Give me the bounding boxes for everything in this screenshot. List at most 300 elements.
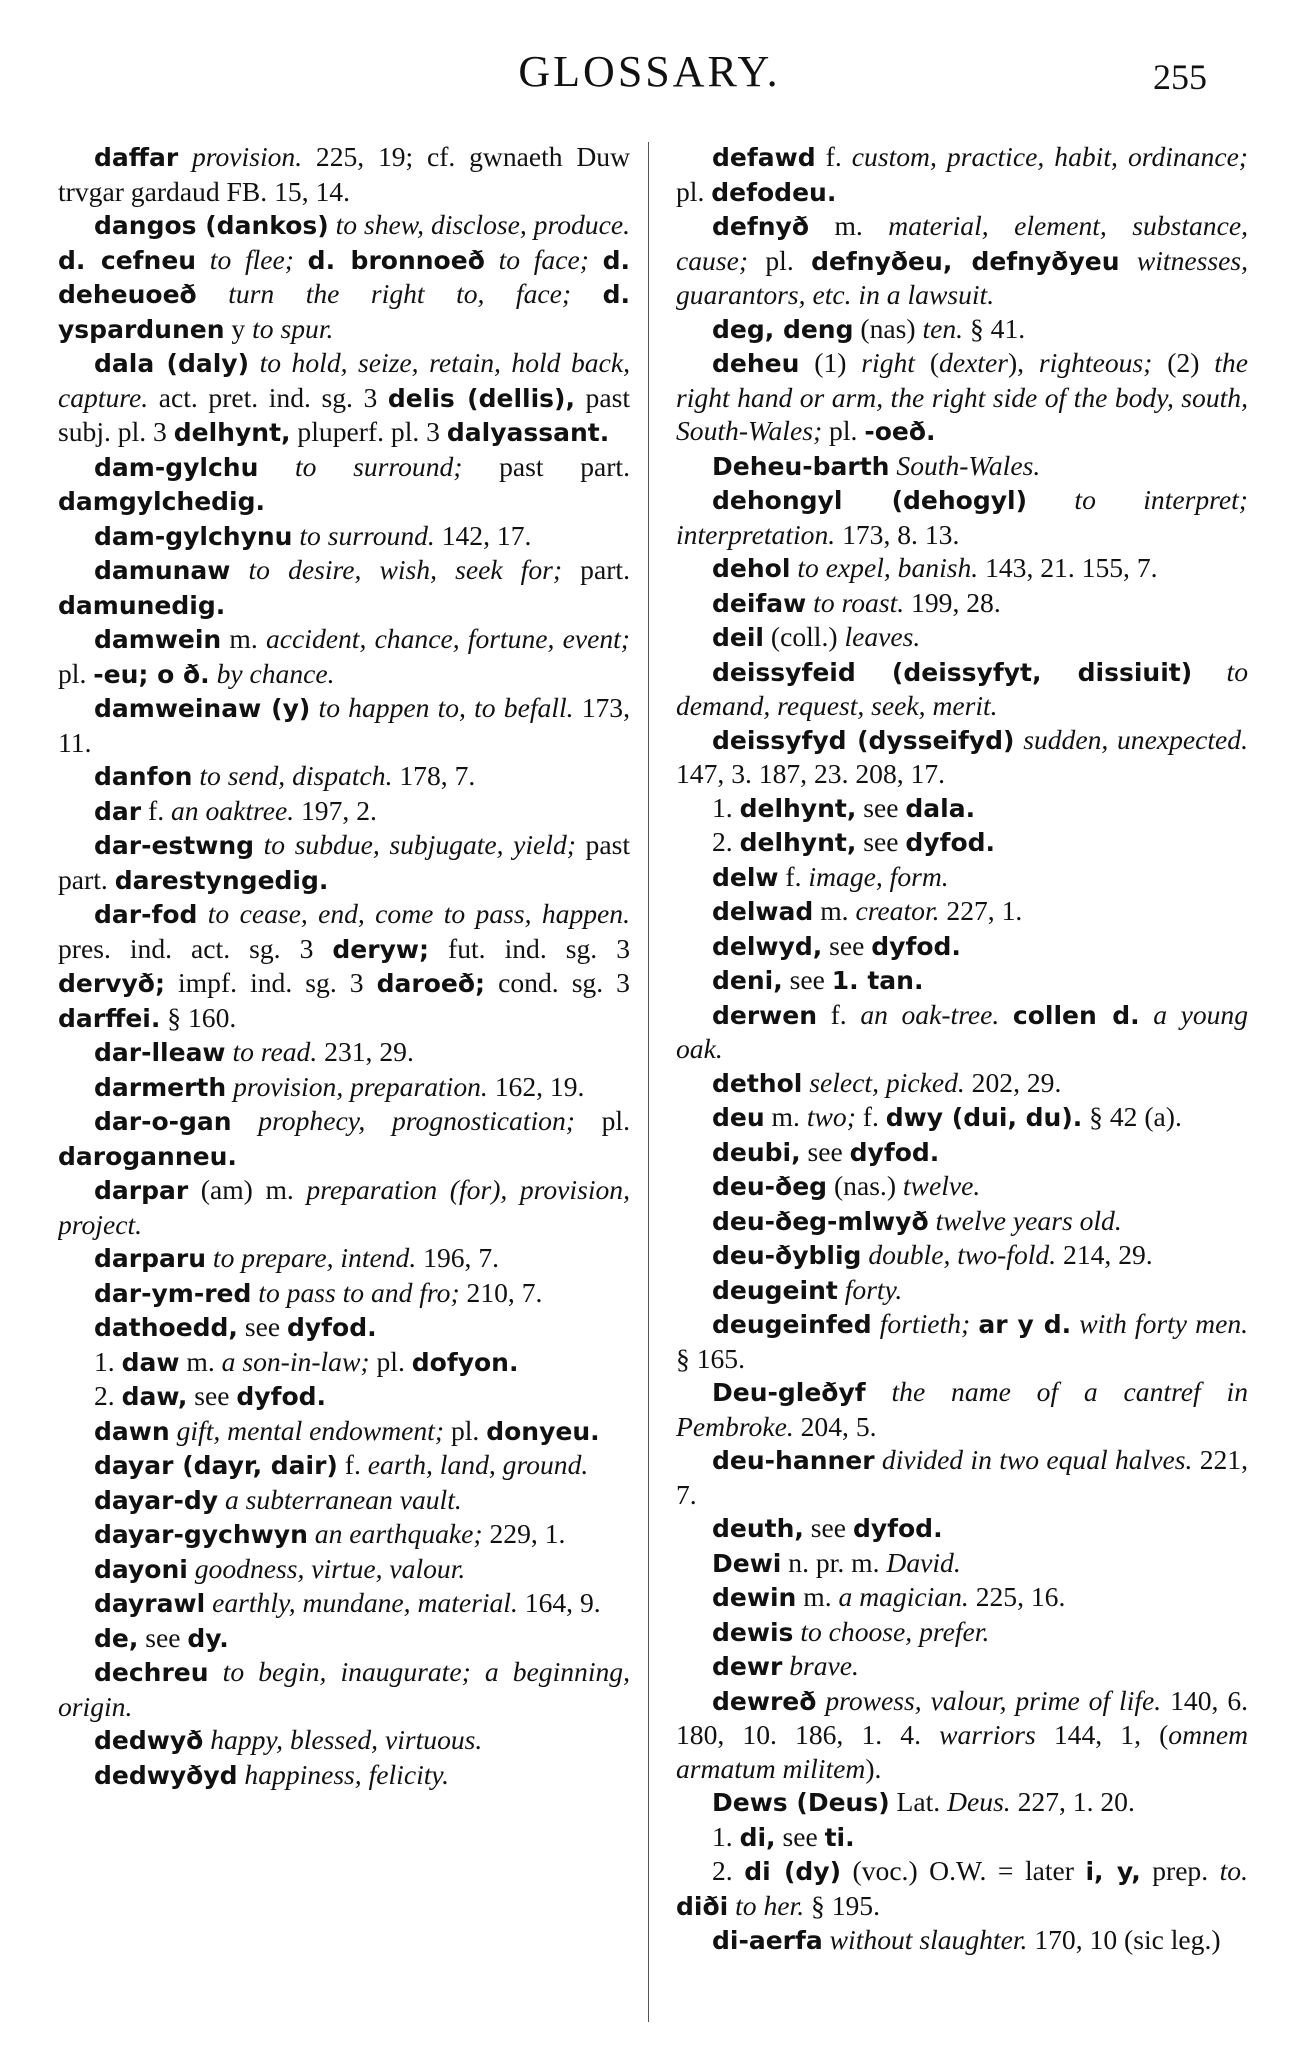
glossary-entry xyxy=(58,897,630,1035)
gloss-text: omnem armatum militem xyxy=(676,1719,1248,1784)
entry-text: see xyxy=(237,1311,287,1342)
page-title: GLOSSARY. xyxy=(518,47,781,96)
entry-text: 173, 11. xyxy=(58,692,630,758)
headword: dethol xyxy=(712,1068,803,1098)
entry-text: ), xyxy=(1007,347,1039,378)
entry-text: (am) m. xyxy=(188,1174,307,1205)
gloss-text: an oak-tree. xyxy=(860,998,1000,1030)
entry-text xyxy=(329,209,336,240)
headword: defawd xyxy=(712,143,816,172)
entry-text xyxy=(232,1105,259,1136)
glossary-entry xyxy=(58,1483,630,1518)
headword: deubi, xyxy=(712,1137,801,1167)
entry-text: (nas.) xyxy=(827,1170,903,1201)
glossary-entry xyxy=(676,1443,1248,1511)
gloss-text: two; xyxy=(806,1101,856,1132)
headword: donyeu. xyxy=(486,1416,600,1446)
gloss-text: warriors xyxy=(939,1719,1036,1750)
entry-text xyxy=(206,1242,213,1273)
headword: deugeint xyxy=(712,1275,838,1305)
headword: dangos (dankos) xyxy=(94,211,329,240)
entry-text: 199, 28. xyxy=(904,586,1001,618)
glossary-entry xyxy=(676,1100,1248,1135)
glossary-entry xyxy=(676,1169,1248,1204)
gloss-text: twelve. xyxy=(902,1170,981,1201)
gloss-text: to pass to and fro; xyxy=(258,1276,460,1308)
glossary-entry xyxy=(676,1307,1248,1375)
gloss-text: to. xyxy=(1219,1855,1248,1886)
glossary-entry xyxy=(58,1070,630,1105)
headword: dar xyxy=(94,796,142,826)
headword: damunedig. xyxy=(58,590,226,620)
headword: deuth, xyxy=(712,1514,804,1543)
entry-text xyxy=(872,1308,880,1339)
entry-text: (coll.) xyxy=(764,621,845,652)
gloss-text: an earthquake; xyxy=(314,1518,483,1549)
entry-text: f. xyxy=(778,860,809,892)
entry-text xyxy=(589,244,603,275)
glossary-entry xyxy=(676,1649,1248,1684)
entry-text: 2. xyxy=(712,826,740,857)
gloss-text: happiness, felicity. xyxy=(244,1758,450,1790)
gloss-text: witnesses, guarantors, etc. in a lawsuit. xyxy=(676,244,1248,310)
headword: deissyfyd (dysseifyd) xyxy=(712,725,1015,755)
entry-text xyxy=(999,999,1013,1030)
gloss-text: creator. xyxy=(855,895,940,926)
gloss-text: material, element, substance, cause; xyxy=(676,210,1248,276)
entry-text: see xyxy=(138,1621,188,1653)
headword: dayar-dy xyxy=(94,1485,219,1515)
headword: Deu-gleðyf xyxy=(712,1378,866,1407)
headword: -oeð. xyxy=(864,417,936,446)
entry-text: prep. xyxy=(1140,1855,1220,1886)
entry-text: 1. xyxy=(712,1820,740,1852)
headword: deifaw xyxy=(712,588,807,618)
gloss-text: by chance. xyxy=(216,657,335,689)
gloss-text: twelve years old. xyxy=(935,1204,1122,1236)
entry-text xyxy=(823,1924,830,1955)
headword: d. bronnoeð xyxy=(307,245,485,275)
glossary-entry xyxy=(676,1820,1248,1855)
entry-text: 142, 17. xyxy=(434,519,532,551)
gloss-text: to desire, wish, seek for; xyxy=(248,554,563,585)
glossary-entry xyxy=(58,794,630,829)
entry-text: 204, 5. xyxy=(793,1410,877,1442)
entry-text: f. xyxy=(817,998,861,1030)
headword: d. cefneu xyxy=(58,245,197,275)
entry-text xyxy=(210,658,217,689)
glossary-entry xyxy=(58,1035,630,1070)
gloss-text: goodness, virtue, valour. xyxy=(194,1552,466,1584)
glossary-entry xyxy=(58,450,630,519)
glossary-entry xyxy=(58,1379,630,1414)
headword: dam-gylchu xyxy=(94,452,259,482)
gloss-text: to prepare, intend. xyxy=(212,1242,417,1273)
gloss-text: sudden, unexpected. xyxy=(1023,723,1248,755)
headword: deu-ðeg xyxy=(712,1172,828,1201)
entry-text: § 41. xyxy=(963,312,1026,344)
gloss-text: a son-in-law; xyxy=(221,1345,370,1377)
gloss-text: to subdue, subjugate, yield; xyxy=(263,829,576,860)
headword: daroeð; xyxy=(376,969,486,998)
entry-text xyxy=(1071,1308,1079,1339)
headword: di-aerfa xyxy=(712,1926,823,1955)
headword: d. yspardunen xyxy=(58,280,630,344)
entry-text: (voc.) O.W. = later xyxy=(841,1855,1086,1886)
headword: dwy (dui, du). xyxy=(885,1103,1083,1132)
headword: 1. tan. xyxy=(831,966,924,995)
headword: di, xyxy=(739,1822,776,1852)
entry-text: impf. ind. sg. 3 xyxy=(164,967,377,998)
headword: dayrawl xyxy=(94,1589,206,1618)
glossary-entry xyxy=(58,1276,630,1311)
entry-text xyxy=(218,1484,225,1515)
entry-text xyxy=(1014,724,1023,755)
headword: deu-ðeg-mlwyð xyxy=(712,1206,929,1236)
gloss-text: select, picked. xyxy=(809,1066,965,1098)
headword: deissyfeid (deissyfyt, dissiuit) xyxy=(712,657,1193,687)
entry-text: see xyxy=(775,1820,825,1852)
glossary-entry xyxy=(676,1546,1248,1581)
headword: dar-o-gan xyxy=(94,1107,232,1136)
gloss-text: to flee; xyxy=(209,243,294,275)
headword: di (dy) xyxy=(744,1857,842,1886)
headword: Deheu-barth xyxy=(712,451,890,481)
glossary-entry xyxy=(58,346,630,450)
entry-text: see xyxy=(800,1135,850,1167)
glossary-entry xyxy=(58,140,630,208)
entry-text xyxy=(571,278,603,309)
headword: darpar xyxy=(94,1176,189,1205)
entry-text xyxy=(258,451,295,482)
headword: deheu xyxy=(712,349,800,378)
glossary-entry xyxy=(58,1173,630,1241)
entry-text: m. xyxy=(221,623,266,654)
gloss-text: to read. xyxy=(232,1036,318,1067)
gloss-text: a magician. xyxy=(838,1581,969,1612)
glossary-entry xyxy=(676,1135,1248,1170)
glossary-entry xyxy=(676,1615,1248,1650)
gloss-text: earthly, mundane, material. xyxy=(212,1587,518,1618)
headword: dofyon. xyxy=(411,1347,519,1377)
headword: daffar xyxy=(94,143,179,172)
glossary-entry xyxy=(676,586,1248,621)
glossary-entry xyxy=(58,828,630,897)
headword: dayar-gychwyn xyxy=(94,1520,308,1549)
glossary-entry xyxy=(58,1723,630,1758)
entry-text xyxy=(197,898,207,929)
glossary-entry xyxy=(676,1923,1248,1958)
headword: daw, xyxy=(121,1382,188,1411)
glossary-entry xyxy=(676,449,1248,484)
entry-text: cond. sg. 3 xyxy=(485,967,630,998)
entry-text: m. xyxy=(796,1581,839,1612)
entry-text: 210, 7. xyxy=(459,1276,543,1308)
headword: deg, deng xyxy=(712,314,854,344)
headword: defnyðeu, defnyðyeu xyxy=(811,246,1120,276)
entry-text: fut. ind. sg. 3 xyxy=(428,932,630,964)
entry-text: 178, 7. xyxy=(392,760,476,791)
entry-text: 2. xyxy=(94,1380,122,1411)
entry-text: past part. xyxy=(58,829,630,895)
gloss-text: to spur. xyxy=(252,312,334,344)
entry-text xyxy=(1120,245,1137,276)
glossary-entry xyxy=(58,1414,630,1449)
glossary-entry xyxy=(676,723,1248,791)
entry-text: m. xyxy=(813,895,856,926)
headword: i, y, xyxy=(1085,1857,1141,1886)
glossary-entry xyxy=(676,1273,1248,1308)
headword: dyfod. xyxy=(905,828,996,857)
entry-text xyxy=(1140,999,1154,1030)
entry-text xyxy=(209,1656,223,1687)
entry-text: see xyxy=(822,929,872,961)
headword: dewreð xyxy=(712,1686,817,1716)
entry-text xyxy=(197,278,229,309)
entry-text: Lat. xyxy=(889,1786,948,1817)
gloss-text: earth, land, ground. xyxy=(367,1449,589,1480)
entry-text: § 195. xyxy=(804,1889,880,1921)
entry-text: f. xyxy=(855,1101,886,1132)
glossary-entry xyxy=(676,963,1248,998)
entry-text: see xyxy=(187,1380,237,1411)
headword: darffei. xyxy=(58,1003,161,1033)
glossary-entry xyxy=(676,1785,1248,1820)
entry-text: past subj. pl. 3 xyxy=(58,381,630,447)
glossary-entry xyxy=(676,929,1248,964)
gloss-text: accident, chance, fortune, event; xyxy=(266,623,630,654)
glossary-entry xyxy=(676,894,1248,929)
entry-text: 143, 21. 155, 7. xyxy=(978,552,1158,583)
glossary-entry xyxy=(58,1104,630,1173)
headword: de, xyxy=(94,1623,139,1653)
gloss-text: gift, mental endowment; xyxy=(176,1414,445,1446)
gloss-text: brave. xyxy=(789,1650,859,1681)
glossary-entry xyxy=(676,1238,1248,1273)
gloss-text: to shew, disclose, produce. xyxy=(335,209,630,240)
glossary-entry xyxy=(676,1580,1248,1615)
entry-text: 196, 7. xyxy=(416,1242,500,1273)
entry-text xyxy=(170,1415,177,1446)
entry-text: 197, 2. xyxy=(294,794,377,826)
entry-text: ). xyxy=(865,1752,882,1784)
headword: delw xyxy=(712,862,779,892)
entry-text xyxy=(838,1274,845,1305)
headword: delis (dellis), xyxy=(387,383,575,413)
headword: ar y d. xyxy=(978,1310,1072,1339)
gloss-text: to cease, end, come to pass, happen. xyxy=(207,898,630,929)
gloss-text: double, two-fold. xyxy=(868,1239,1057,1270)
entry-text: 202, 29. xyxy=(964,1066,1062,1098)
entry-text: pl. xyxy=(369,1345,412,1377)
entry-text: § 42 (a). xyxy=(1082,1101,1182,1132)
glossary-entry xyxy=(676,1854,1248,1923)
headword: daw xyxy=(121,1347,180,1377)
gloss-text: South-Wales. xyxy=(896,449,1041,481)
entry-text: see xyxy=(803,1512,853,1543)
gloss-text: to expel, banish. xyxy=(797,552,979,583)
glossary-entry xyxy=(676,209,1248,312)
headword: daroganneu. xyxy=(58,1141,237,1171)
entry-text: (1) xyxy=(799,347,862,378)
entry-text: 164, 9. xyxy=(517,1587,601,1618)
headword: darestyngedig. xyxy=(114,865,329,895)
headword: dyfod. xyxy=(849,1137,940,1167)
glossary-entry xyxy=(676,312,1248,347)
entry-text xyxy=(178,141,192,172)
entry-text: § 165. xyxy=(676,1342,745,1374)
headword: collen d. xyxy=(1012,1000,1140,1030)
gloss-text: dexter xyxy=(939,347,1008,378)
entry-text: pres. ind. act. sg. 3 xyxy=(58,932,333,964)
headword: danfon xyxy=(94,762,193,791)
headword: delwad xyxy=(712,897,814,926)
gloss-text: ten. xyxy=(922,312,964,344)
entry-text: see xyxy=(856,826,906,857)
glossary-entry xyxy=(58,553,630,622)
gloss-text: happy, blessed, virtuous. xyxy=(210,1724,483,1755)
entry-text: 140, 6. 180, 10. 186, 1. 4. xyxy=(676,1684,1248,1750)
headword: dala. xyxy=(905,793,976,823)
entry-text xyxy=(866,1376,892,1407)
headword: derwen xyxy=(712,1000,818,1030)
headword: dayoni xyxy=(94,1554,188,1584)
glossary-entry xyxy=(58,519,630,554)
gloss-text: prowess, valour, prime of life. xyxy=(825,1684,1162,1716)
glossary-entry xyxy=(58,208,630,346)
entry-text: 214, 29. xyxy=(1056,1239,1153,1270)
headword: damgylchedig. xyxy=(58,487,266,516)
headword: d. deheuoeð xyxy=(58,245,630,309)
entry-text: 1. xyxy=(712,791,740,823)
headword: defnyð xyxy=(712,212,809,241)
entry-text: 162, 19. xyxy=(487,1070,585,1102)
headword: dyfod. xyxy=(852,1514,943,1543)
entry-text: 225, 16. xyxy=(968,1581,1066,1612)
headword: damwein xyxy=(94,625,222,654)
glossary-entry xyxy=(676,551,1248,586)
entry-text: pl. xyxy=(676,175,712,207)
headword: dedwyð xyxy=(94,1726,204,1755)
glossary-entry xyxy=(58,1655,630,1723)
page-number: 255 xyxy=(1153,57,1207,97)
entry-text xyxy=(816,1685,825,1716)
glossary-entry xyxy=(676,1204,1248,1239)
gloss-text: David. xyxy=(886,1546,961,1578)
entry-text: act. pret. ind. sg. 3 xyxy=(148,381,388,413)
headword: ti. xyxy=(824,1822,855,1852)
entry-text: 229, 1. xyxy=(482,1518,566,1549)
entry-text xyxy=(310,692,318,723)
entry-text: 227, 1. xyxy=(939,895,1023,926)
entry-text: f. xyxy=(815,141,852,172)
glossary-entry xyxy=(676,791,1248,826)
gloss-text: the name of a cantref in Pembroke. xyxy=(676,1376,1248,1442)
glossary-entry xyxy=(58,1621,630,1656)
headword: Dews (Deus) xyxy=(712,1788,890,1817)
headword: dyfod. xyxy=(236,1382,327,1411)
gloss-text: provision. xyxy=(192,141,303,172)
headword: delwyd, xyxy=(712,931,823,961)
headword: dawn xyxy=(94,1416,170,1446)
glossary-entry xyxy=(58,1310,630,1345)
running-head xyxy=(0,36,1299,96)
glossary-entry xyxy=(676,1511,1248,1546)
gloss-text: to demand, request, seek, merit. xyxy=(676,655,1248,721)
gloss-text: provision, preparation. xyxy=(233,1070,488,1102)
headword: delhynt, xyxy=(739,828,857,857)
entry-text: see xyxy=(782,964,832,995)
entry-text: 227, 1. 20. xyxy=(1010,1786,1135,1817)
entry-text: f. xyxy=(337,1449,368,1480)
headword: dar-ym-red xyxy=(94,1278,252,1308)
headword: dechreu xyxy=(94,1658,209,1687)
headword: deu-ðyblig xyxy=(712,1241,862,1270)
gloss-text: to begin, inaugurate; a beginning, origin. xyxy=(58,1656,630,1722)
glossary-column-right xyxy=(676,140,1248,2030)
glossary-entry xyxy=(58,1586,630,1621)
gloss-text: turn the right to, face; xyxy=(228,278,572,309)
entry-text xyxy=(875,1444,882,1475)
glossary-entry xyxy=(58,759,630,794)
entry-text: pl. xyxy=(574,1105,630,1136)
gloss-text: to surround; xyxy=(295,450,463,482)
gloss-text: to surround. xyxy=(299,519,435,551)
column-divider xyxy=(648,142,649,2022)
entry-text xyxy=(485,244,499,275)
gloss-text: prophecy, prognostication; xyxy=(258,1105,575,1136)
gloss-text: Deus. xyxy=(947,1786,1011,1817)
headword: dam-gylchynu xyxy=(94,521,293,551)
entry-text: m. xyxy=(179,1345,222,1377)
headword: defodeu. xyxy=(711,177,837,207)
gloss-text: to her. xyxy=(735,1889,805,1921)
glossary-entry xyxy=(676,655,1248,723)
headword: dy. xyxy=(187,1623,229,1653)
glossary-entry xyxy=(676,346,1248,449)
entry-text: part. xyxy=(562,554,630,585)
gloss-text: a subterranean vault. xyxy=(224,1483,462,1515)
headword: dala (daly) xyxy=(94,349,250,378)
entry-text: 144, 1, ( xyxy=(1035,1719,1169,1750)
glossary-entry xyxy=(676,998,1248,1066)
gloss-text: without slaughter. xyxy=(829,1924,1028,1955)
gloss-text: forty. xyxy=(844,1273,903,1305)
entry-text: past part. xyxy=(462,450,630,482)
glossary-entry xyxy=(676,1684,1248,1786)
headword: deil xyxy=(712,623,764,652)
gloss-text: right xyxy=(861,347,915,378)
headword: deryw; xyxy=(332,934,429,964)
glossary-entry xyxy=(58,1552,630,1587)
headword: -eu; o ð. xyxy=(93,659,210,689)
headword: dervyð; xyxy=(58,969,165,998)
gloss-text: image, form. xyxy=(808,860,949,892)
headword: dalyassant. xyxy=(446,418,610,447)
entry-text: § 160. xyxy=(160,1001,237,1033)
entry-text xyxy=(929,1205,936,1236)
glossary-entry xyxy=(676,140,1248,209)
headword: Dewi xyxy=(712,1548,782,1578)
entry-text: see xyxy=(856,791,906,823)
gloss-text: custom, practice, habit, ordinance; xyxy=(851,141,1248,172)
glossary-entry xyxy=(58,1448,630,1483)
entry-text: (2) xyxy=(1152,347,1215,378)
glossary-entry xyxy=(58,1517,630,1552)
entry-text: m. xyxy=(764,1101,807,1132)
entry-text: pl. xyxy=(58,657,94,689)
entry-text: 2. xyxy=(712,1855,745,1886)
